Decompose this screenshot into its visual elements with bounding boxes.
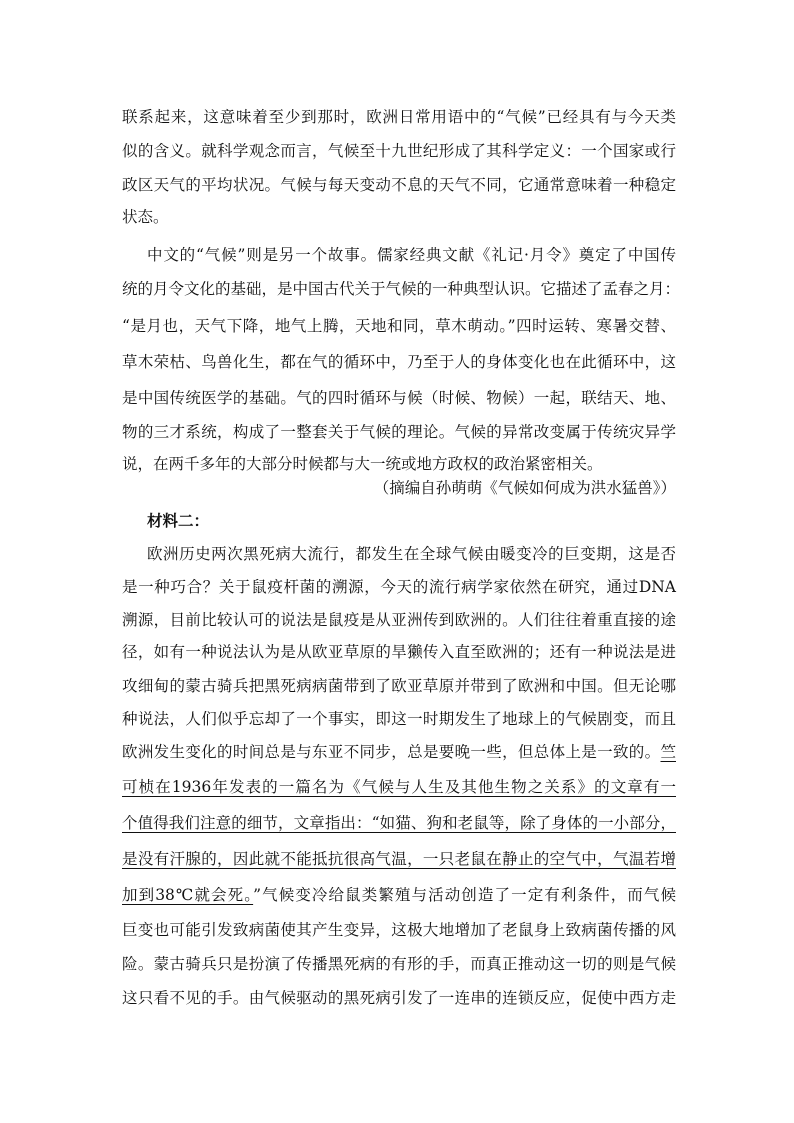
text-line: 是中国传统医学的基础。气的四时循环与候（时候、物候）一起，联结天、地、 [122,389,676,407]
text-line: 是一种巧合？关于鼠疫杆菌的溯源，今天的流行病学家依然在研究，通过DNA [122,578,676,596]
underlined-text: 竺 [660,743,676,761]
text-segment: 欧洲发生变化的时间总是与东亚不同步，总是要晚一些，但总体上是一致的。 [122,743,661,761]
text-line: 草木荣枯、鸟兽化生，都在气的循环中，乃至于人的身体变化也在此循环中，这 [122,353,676,371]
underlined-line: 个值得我们注意的细节，文章指出：“如猫、狗和老鼠等，除了身体的一小部分， [122,814,676,832]
text-line: 种说法，人们似乎忘却了一个事实，即这一时期发生了地球上的气候剧变，而且 [122,710,676,728]
text-line [122,741,676,763]
paragraph-start: 中文的“气候”则是另一个故事。儒家经典文献《礼记·月令》奠定了中国传 [147,246,676,264]
underlined-line: 可桢在1936年发表的一篇名为《气候与人生及其他生物之关系》的文章有一 [122,778,676,796]
section-heading: 材料二： [147,511,210,530]
underlined-text: 加到38℃就会死。 [122,886,254,904]
text-line: “是月也，天气下降，地气上腾，天地和同，草木萌动。”四时运转、寒暑交替、 [122,317,676,335]
text-line: 政区天气的平均状况。气候与每天变动不息的天气不同，它通常意味着一种稳定 [122,176,676,194]
underlined-line: 是没有汗腺的，因此就不能抵抗很高气温，一只老鼠在静止的空气中，气温若增 [122,850,676,868]
text-line: 统的月令文化的基础，是中国古代关于气候的一种典型认识。它描述了孟春之月： [122,280,681,298]
text-segment: ”气候变冷给鼠类繁殖与活动创造了一定有利条件，而气候 [253,886,676,904]
text-line: 这只看不见的手。由气候驱动的黑死病引发了一连串的连锁反应，促使中西方走 [122,989,676,1007]
text-line: 物的三才系统，构成了一整套关于气候的理论。气候的异常改变属于传统灾异学 [122,423,676,441]
text-line [122,884,676,906]
text-line: 似的含义。就科学观念而言，气候至十九世纪形成了其科学定义：一个国家或行 [122,142,676,160]
text-line: 状态。 [122,208,169,226]
text-line: 说，在两千多年的大部分时候都与大一统或地方政权的政治紧密相关。 [122,455,603,473]
text-line: 径，如有一种说法认为是从欧亚草原的旱獭传入直至欧洲的；还有一种说法是进 [122,643,676,661]
text-line: 险。蒙古骑兵只是扮演了传播黑死病的有形的手，而真正推动这一切的则是气候 [122,955,676,973]
text-line: 巨变也可能引发致病菌使其产生变异，这极大地增加了老鼠身上致病菌传播的风 [122,921,676,939]
text-line: 溯源，目前比较认可的说法是鼠疫是从亚洲传到欧洲的。人们往往着重直接的途 [122,611,676,629]
source-citation: （摘编自孙萌萌《气候如何成为洪水猛兽》） [373,479,676,497]
paragraph-start: 欧洲历史两次黑死病大流行，都发生在全球气候由暖变冷的巨变期，这是否 [147,545,676,563]
text-line: 联系起来，这意味着至少到那时，欧洲日常用语中的“气候”已经具有与今天类 [122,108,676,126]
text-line: 攻细甸的蒙古骑兵把黑死病病菌带到了欧亚草原并带到了欧洲和中国。但无论哪 [122,677,676,695]
